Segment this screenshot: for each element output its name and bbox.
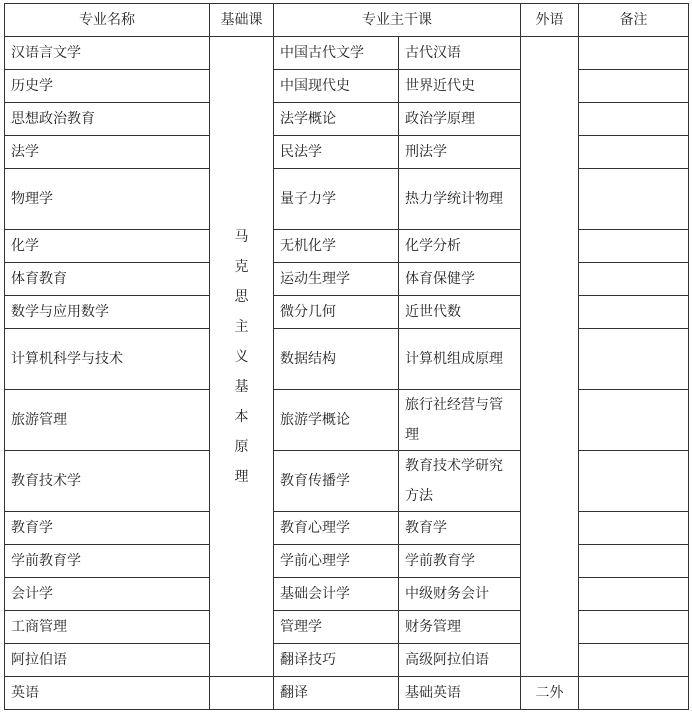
note-cell xyxy=(579,578,689,611)
core-course-2-cell: 高级阿拉伯语 xyxy=(399,644,521,677)
header-foreign-language: 外语 xyxy=(521,4,579,37)
table-row xyxy=(5,390,689,451)
foreign-language-cell xyxy=(521,37,579,677)
major-cell: 思想政治教育 xyxy=(5,103,210,136)
major-cell: 旅游管理 xyxy=(5,390,210,451)
core-course-1-cell: 基础会计学 xyxy=(274,578,399,611)
core-course-2-cell: 世界近代史 xyxy=(399,70,521,103)
major-cell: 教育学 xyxy=(5,512,210,545)
core-course-1-cell: 法学概论 xyxy=(274,103,399,136)
core-course-2-cell: 刑法学 xyxy=(399,136,521,169)
core-course-1-cell: 量子力学 xyxy=(274,169,399,230)
major-cell: 工商管理 xyxy=(5,611,210,644)
note-cell xyxy=(579,545,689,578)
basic-course-cell xyxy=(210,37,274,677)
major-cell: 数学与应用数学 xyxy=(5,296,210,329)
core-course-1-cell: 管理学 xyxy=(274,611,399,644)
major-cell: 体育教育 xyxy=(5,263,210,296)
core-course-2-cell: 古代汉语 xyxy=(399,37,521,70)
table-row xyxy=(5,677,689,710)
table-row xyxy=(5,644,689,677)
note-cell xyxy=(579,169,689,230)
table-row xyxy=(5,329,689,390)
core-course-1-cell: 运动生理学 xyxy=(274,263,399,296)
note-cell xyxy=(579,136,689,169)
table-row xyxy=(5,263,689,296)
major-cell: 化学 xyxy=(5,230,210,263)
core-course-2-cell: 政治学原理 xyxy=(399,103,521,136)
core-course-1-cell: 民法学 xyxy=(274,136,399,169)
note-cell xyxy=(579,296,689,329)
core-course-2-cell: 旅行社经营与管理 xyxy=(399,390,521,451)
header-row xyxy=(5,4,689,37)
core-course-2-cell: 财务管理 xyxy=(399,611,521,644)
table-row xyxy=(5,512,689,545)
core-course-1-cell: 中国古代文学 xyxy=(274,37,399,70)
table-row xyxy=(5,545,689,578)
core-course-1-cell: 中国现代史 xyxy=(274,70,399,103)
note-cell xyxy=(579,512,689,545)
header-note: 备注 xyxy=(579,4,689,37)
core-course-2-cell: 教育技术学研究方法 xyxy=(399,451,521,512)
core-course-2-cell: 近世代数 xyxy=(399,296,521,329)
note-cell xyxy=(579,611,689,644)
core-course-2-cell: 体育保健学 xyxy=(399,263,521,296)
note-cell xyxy=(579,230,689,263)
note-cell xyxy=(579,103,689,136)
note-cell xyxy=(579,263,689,296)
major-cell: 会计学 xyxy=(5,578,210,611)
header-basic-course: 基础课 xyxy=(210,4,274,37)
table-row xyxy=(5,451,689,512)
table-row xyxy=(5,136,689,169)
core-course-1-cell: 教育心理学 xyxy=(274,512,399,545)
core-course-1-cell: 数据结构 xyxy=(274,329,399,390)
core-course-2-cell: 学前教育学 xyxy=(399,545,521,578)
core-course-2-cell: 教育学 xyxy=(399,512,521,545)
note-cell xyxy=(579,37,689,70)
major-cell: 计算机科学与技术 xyxy=(5,329,210,390)
table-row xyxy=(5,578,689,611)
note-cell xyxy=(579,390,689,451)
major-cell: 教育技术学 xyxy=(5,451,210,512)
table-row xyxy=(5,37,689,70)
core-course-2-cell: 热力学统计物理 xyxy=(399,169,521,230)
core-course-2-cell: 化学分析 xyxy=(399,230,521,263)
core-course-1-cell: 教育传播学 xyxy=(274,451,399,512)
table-row xyxy=(5,169,689,230)
note-cell xyxy=(579,677,689,710)
core-course-2-cell: 基础英语 xyxy=(399,677,521,710)
course-table xyxy=(4,3,689,710)
major-cell: 阿拉伯语 xyxy=(5,644,210,677)
major-cell: 学前教育学 xyxy=(5,545,210,578)
core-course-1-cell: 翻译技巧 xyxy=(274,644,399,677)
note-cell xyxy=(579,329,689,390)
note-cell xyxy=(579,644,689,677)
basic-course-text: 马克思主义基本原理 xyxy=(234,228,249,485)
major-cell: 历史学 xyxy=(5,70,210,103)
header-major: 专业名称 xyxy=(5,4,210,37)
core-course-1-cell: 翻译 xyxy=(274,677,399,710)
note-cell xyxy=(579,451,689,512)
major-cell: 英语 xyxy=(5,677,210,710)
core-course-2-cell: 计算机组成原理 xyxy=(399,329,521,390)
core-course-1-cell: 微分几何 xyxy=(274,296,399,329)
table-row xyxy=(5,296,689,329)
core-course-1-cell: 旅游学概论 xyxy=(274,390,399,451)
note-cell xyxy=(579,70,689,103)
major-cell: 物理学 xyxy=(5,169,210,230)
core-course-1-cell: 学前心理学 xyxy=(274,545,399,578)
header-core-courses: 专业主干课 xyxy=(274,4,521,37)
major-cell: 汉语言文学 xyxy=(5,37,210,70)
foreign-language-value: 二外 xyxy=(521,677,579,710)
major-cell: 法学 xyxy=(5,136,210,169)
table-row xyxy=(5,103,689,136)
table-row xyxy=(5,70,689,103)
core-course-2-cell: 中级财务会计 xyxy=(399,578,521,611)
table-row xyxy=(5,611,689,644)
basic-course-empty-cell xyxy=(210,677,274,710)
core-course-1-cell: 无机化学 xyxy=(274,230,399,263)
table-row xyxy=(5,230,689,263)
